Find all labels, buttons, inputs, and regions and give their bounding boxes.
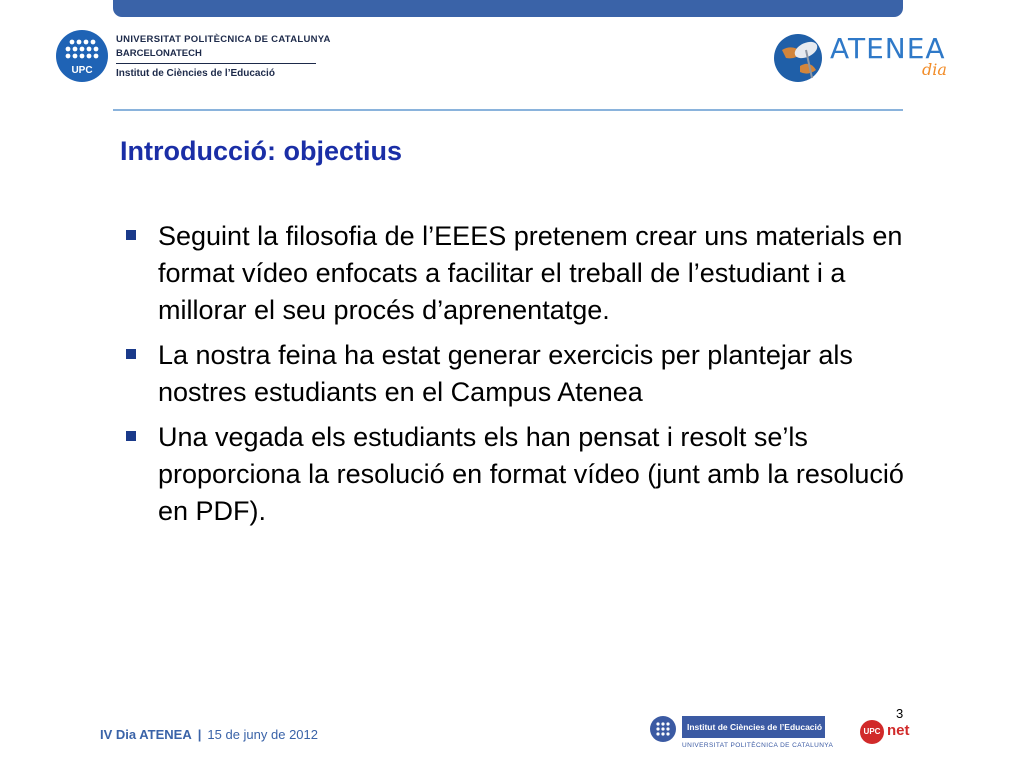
- footer-event-info: [100, 727, 318, 742]
- bullet-list: [120, 218, 910, 538]
- university-tagline: BARCELONATECH: [116, 48, 202, 59]
- institute-name: Institut de Ciències de l’Educació: [116, 68, 275, 79]
- slide-header: [56, 30, 947, 110]
- event-name: IV Dia ATENEA: [100, 727, 192, 742]
- bullet-item: [120, 218, 910, 329]
- upcnet-wordmark: net: [887, 722, 910, 739]
- atenea-wordmark: ATENEA: [830, 32, 946, 65]
- bullet-text: La nostra feina ha estat generar exercicis per plantejar als nostres estudiants en el Campus Atenea: [158, 340, 853, 407]
- upcnet-badge: UPC: [860, 720, 884, 744]
- event-date: 15 de juny de 2012: [207, 727, 318, 742]
- header-divider: [113, 109, 903, 111]
- bullet-square-icon: [126, 431, 136, 441]
- ice-dots-icon: [650, 716, 676, 742]
- globe-dish-icon: [772, 30, 828, 86]
- atenea-logo: [772, 30, 962, 86]
- atenea-subtitle: dia: [922, 60, 947, 79]
- upc-badge-text: UPC: [71, 65, 93, 76]
- page-number: 3: [896, 706, 904, 721]
- upc-logo-icon: [56, 30, 108, 82]
- bullet-item: [120, 419, 910, 530]
- upcnet-logo: [860, 718, 930, 746]
- bullet-text: Seguint la filosofia de l’EEES pretenem crear uns materials en format vídeo enfocats a facilitar el treball de l’estudiant i a millorar el seu procés d’aprenentatge.: [158, 221, 903, 325]
- bullet-text: Una vegada els estudiants els han pensat i resolt se’ls proporciona la resolució en format vídeo (junt amb la resolució en PDF).: [158, 422, 904, 526]
- ice-label: Institut de Ciències de l’Educació: [682, 716, 825, 738]
- footer-separator: |: [197, 727, 202, 742]
- ice-university: UNIVERSITAT POLITÈCNICA DE CATALUNYA: [682, 742, 834, 749]
- institution-divider: [116, 63, 316, 64]
- upc-institution-text: [116, 34, 331, 79]
- slide-title: Introducció: objectius: [120, 136, 403, 166]
- ice-logo: [650, 716, 834, 754]
- top-accent-bar: [113, 0, 903, 17]
- bullet-item: [120, 337, 910, 411]
- bullet-square-icon: [126, 230, 136, 240]
- university-name: UNIVERSITAT POLITÈCNICA DE CATALUNYA: [116, 34, 331, 45]
- bullet-square-icon: [126, 349, 136, 359]
